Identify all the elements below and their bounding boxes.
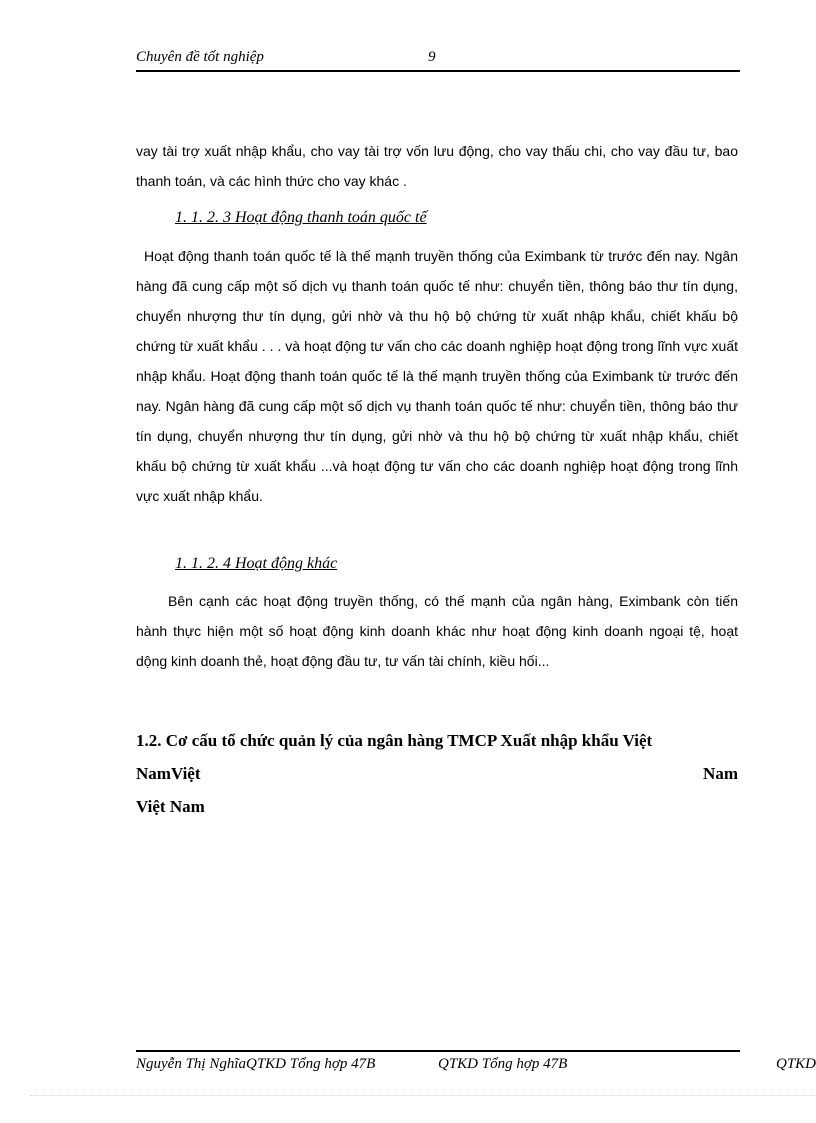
page-bottom-divider bbox=[30, 1095, 816, 1096]
paragraph-other-activities: Bên cạnh các hoạt động truyền thống, có thế mạnh của ngân hàng, Eximbank còn tiến hành thực hiện một số hoạt động kinh doanh khác như hoạt động kinh doanh ngoại tệ, hoạt dộng kinh doanh thẻ, hoạt động đầu tư, tư vấn tài chính, kiều hối... bbox=[136, 593, 738, 669]
section-heading-line-1 bbox=[136, 724, 738, 757]
section-heading-right: Nam bbox=[703, 764, 738, 783]
header-title: Chuyên đề tốt nghiệp bbox=[136, 49, 264, 65]
heading-other-activities: 1. 1. 2. 4 Hoạt động khác bbox=[175, 555, 338, 572]
page-number: 9 bbox=[428, 49, 436, 65]
footer-author: Nguyễn Thị NghĩaQTKD Tổng hợp 47B bbox=[136, 1056, 376, 1072]
paragraph-loan-types: vay tài trợ xuất nhập khẩu, cho vay tài trợ vốn lưu động, cho vay thấu chi, cho vay đầu tư, bao thanh toán, và các hình thức cho vay khác . bbox=[136, 143, 738, 189]
section-heading-line-3 bbox=[136, 790, 738, 823]
page-footer bbox=[136, 1056, 816, 1078]
footer-class-truncated: QTKD bbox=[776, 1056, 816, 1072]
footer-class: QTKD Tổng hợp 47B bbox=[438, 1056, 568, 1072]
heading-international-payment: 1. 1. 2. 3 Hoạt động thanh toán quốc tế bbox=[175, 209, 427, 226]
paragraph-international-payment: Hoạt động thanh toán quốc tế là thế mạnh truyền thống của Eximbank từ trước đến nay. Ngân hàng đã cung cấp một số dịch vụ thanh toán quốc tế như: chuyển tiền, thông báo thư tín dụng, chuyển nhượng thư tín dụng, gửi nhờ và thu hộ bộ chứng từ xuất nhập khẩu, chiết khấu bộ chứng từ xuất khẩu . . . và hoạt động tư vấn cho các doanh nghiệp hoạt động trong lĩnh vực xuất nhập khẩu. Hoạt động thanh toán quốc tế là thế mạnh truyền thống của Eximbank từ trước đến nay. Ngân hàng đã cung cấp một số dịch vụ thanh toán quốc tế như: chuyển tiền, thông báo thư tín dụng, chuyển nhượng thư tín dụng, gửi nhờ và thu hộ bộ chứng từ xuất nhập khẩu, chiết khấu bộ chứng từ xuất khẩu ...và hoạt động tư vấn cho các doanh nghiệp hoạt động trong lĩnh vực xuất nhập khẩu. bbox=[136, 248, 738, 504]
section-heading bbox=[136, 724, 738, 823]
section-heading-text: 1.2. Cơ cấu tổ chức quản lý của ngân hàng TMCP Xuất nhập khẩu Việt bbox=[136, 731, 653, 750]
page-header bbox=[136, 48, 740, 72]
section-heading-line-2 bbox=[136, 757, 738, 790]
footer-divider bbox=[136, 1050, 740, 1052]
section-heading-tail: Việt Nam bbox=[136, 797, 205, 816]
section-heading-left: NamViệt bbox=[136, 764, 201, 783]
